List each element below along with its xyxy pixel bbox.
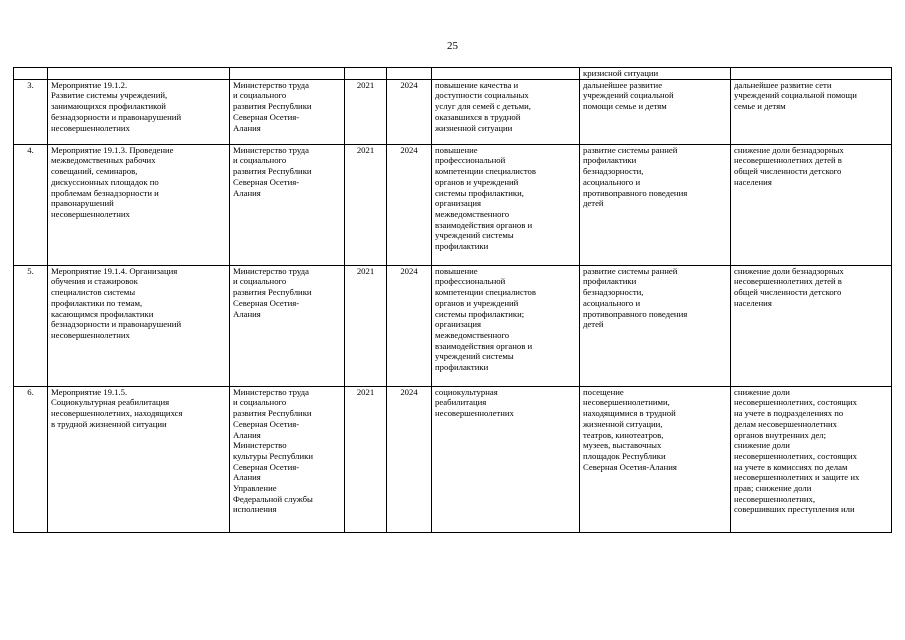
indicator-cell: снижение доли безнадзорных несовершеннолетних детей в общей численности детского населения <box>731 265 892 386</box>
measure-cell: Мероприятие 19.1.5. Социокультурная реабилитация несовершеннолетних, находящихся в трудной жизненной ситуации <box>48 386 230 532</box>
start-year-cell: 2021 <box>345 144 387 265</box>
table-row <box>14 386 892 532</box>
end-year-cell: 2024 <box>387 265 432 386</box>
indicator-cell: снижение доли безнадзорных несовершеннолетних детей в общей численности детского населения <box>731 144 892 265</box>
start-year-cell: 2021 <box>345 265 387 386</box>
indicator-cell: дальнейшее развитие сети учреждений социальной помощи семье и детям <box>731 79 892 144</box>
executor-cell: Министерство труда и социального развития Республики Северная Осетия- Алания <box>230 144 345 265</box>
executor-cell: Министерство труда и социального развития Республики Северная Осетия- Алания Министерство культуры Республики Северная Осетия- Алания Управление Федеральной службы исполнения <box>230 386 345 532</box>
result-cell: повышение профессиональной компетенции специалистов органов и учреждений системы профилактики, организация межведомственного взаимодействия органов и учреждений системы профилактики <box>432 144 580 265</box>
end-year-cell: 2024 <box>387 144 432 265</box>
executor-cell <box>230 68 345 80</box>
effect-cell: посещение несовершеннолетними, находящимися в трудной жизненной ситуации, театров, кинотеатров, музеев, выставочных площадок Республики Северная Осетия-Алания <box>580 386 731 532</box>
indicator-cell <box>731 68 892 80</box>
executor-cell: Министерство труда и социального развития Республики Северная Осетия- Алания <box>230 79 345 144</box>
result-cell: повышение качества и доступности социальных услуг для семей с детьми, оказавшихся в трудной жизненной ситуации <box>432 79 580 144</box>
num-cell <box>14 68 48 80</box>
row-number: 3. <box>14 79 48 144</box>
row-number: 4. <box>14 144 48 265</box>
end-year-cell <box>387 68 432 80</box>
start-year-cell: 2021 <box>345 79 387 144</box>
table-row <box>14 79 892 144</box>
continuation-row <box>14 68 892 80</box>
end-year-cell: 2024 <box>387 79 432 144</box>
measure-cell: Мероприятие 19.1.4. Организация обучения и стажировок специалистов системы профилактики по темам, касающимся профилактики безнадзорности и правонарушений несовершеннолетних <box>48 265 230 386</box>
effect-cell: кризисной ситуации <box>580 68 731 80</box>
measure-cell: Мероприятие 19.1.2. Развитие системы учреждений, занимающихся профилактикой безнадзорности и правонарушений несовершеннолетних <box>48 79 230 144</box>
executor-cell: Министерство труда и социального развития Республики Северная Осетия- Алания <box>230 265 345 386</box>
table-row <box>14 265 892 386</box>
effect-cell: развитие системы ранней профилактики безнадзорности, асоциального и противоправного поведения детей <box>580 144 731 265</box>
result-cell: социокультурная реабилитация несовершеннолетних <box>432 386 580 532</box>
row-number: 5. <box>14 265 48 386</box>
end-year-cell: 2024 <box>387 386 432 532</box>
start-year-cell <box>345 68 387 80</box>
start-year-cell: 2021 <box>345 386 387 532</box>
result-cell <box>432 68 580 80</box>
indicator-cell: снижение доли несовершеннолетних, состоящих на учете в подразделениях по делам несовершеннолетних органов внутренних дел; снижение доли несовершеннолетних, состоящих на учете в комиссиях по делам несовершеннолетних и защите их прав; снижение доли несовершеннолетних, совершивших преступления или <box>731 386 892 532</box>
measure-cell <box>48 68 230 80</box>
measure-cell: Мероприятие 19.1.3. Проведение межведомственных рабочих совещаний, семинаров, дискуссионных площадок по проблемам безнадзорности и правонарушений несовершеннолетних <box>48 144 230 265</box>
measures-table <box>13 67 892 533</box>
page-number: 25 <box>447 40 458 52</box>
row-number: 6. <box>14 386 48 532</box>
effect-cell: дальнейшее развитие учреждений социальной помощи семье и детям <box>580 79 731 144</box>
result-cell: повышение профессиональной компетенции специалистов органов и учреждений системы профилактики; организация межведомственного взаимодействия органов и учреждений системы профилактики <box>432 265 580 386</box>
effect-cell: развитие системы ранней профилактики безнадзорности, асоциального и противоправного поведения детей <box>580 265 731 386</box>
table-row <box>14 144 892 265</box>
